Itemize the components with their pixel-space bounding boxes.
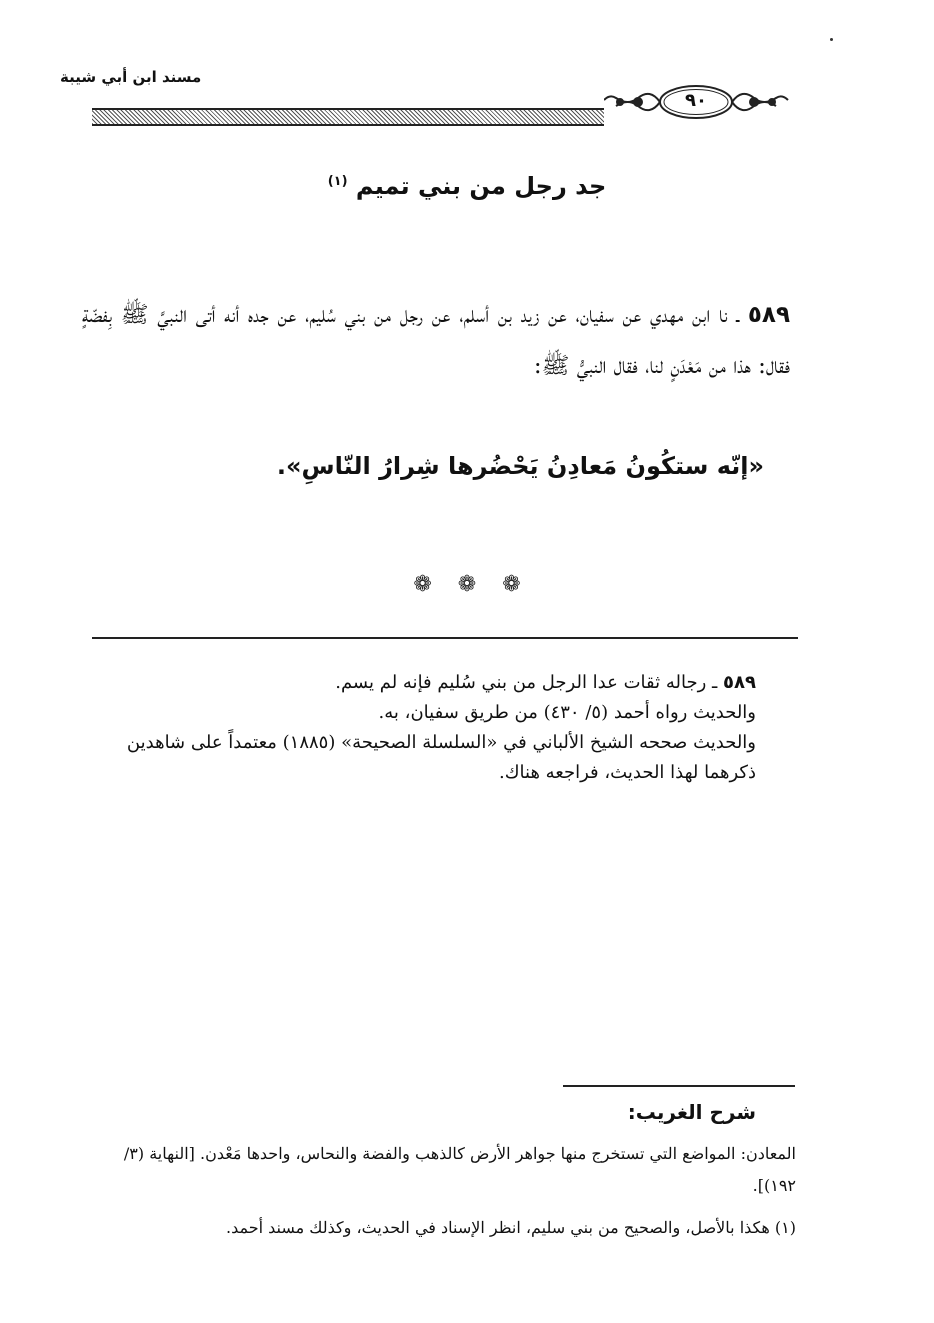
commentary-line-1 xyxy=(90,668,756,698)
page-number: ٩٠ xyxy=(685,90,707,111)
running-title: مسند ابن أبي شيبة xyxy=(60,68,202,86)
scan-speck xyxy=(830,38,833,41)
gharib-definition: المعادن: المواضع التي تستخرج منها جواهر الأرض كالذهب والفضة والنحاس، واحدها مَعْدن. [النهاية (٣/ ١٩٢)]. xyxy=(123,1144,796,1195)
gharib-rule xyxy=(563,1085,795,1087)
commentary-line-1-text: ـ رجاله ثقات عدا الرجل من بني سُليم فإنه لم يسم. xyxy=(335,672,724,693)
commentary-line-2: والحديث رواه أحمد (٥/ ٤٣٠) من طريق سفيان، به. xyxy=(378,702,756,723)
header-rule xyxy=(92,108,604,126)
gharib-heading: شرح الغريب: xyxy=(627,1100,756,1124)
chapter-title xyxy=(200,172,734,200)
section-separator xyxy=(367,572,567,598)
footnote-1: (١) هكذا بالأصل، والصحيح من بني سليم، انظر الإسناد في الحديث، وكذلك مسند أحمد. xyxy=(225,1218,796,1237)
flower-ornament: ❁ xyxy=(457,572,477,597)
hadith-quote: «إنّه ستكُونُ مَعادِنُ يَحْضُرها شِرارُ النّاسِ». xyxy=(276,452,764,480)
commentary xyxy=(90,668,756,788)
commentary-line-3: والحديث صححه الشيخ الألباني في «السلسلة الصحيحة» (١٨٨٥) معتمداً على شاهدين ذكرهما لهذا الحديث، فراجعه هناك. xyxy=(126,732,756,783)
flower-ornament: ❁ xyxy=(413,572,432,597)
commentary-rule xyxy=(92,637,798,639)
chapter-title-text: جد رجل من بني تميم xyxy=(355,172,607,200)
hadith-number: ٥٨٩ xyxy=(747,302,790,328)
commentary-number: ٥٨٩ xyxy=(723,672,756,693)
hadith-body: ـ نا ابن مهدي عن سفيان، عن زيد بن أسلم، عن رجل من بني سُليم، عن جده أنه أتى النبيَّ ﷺ بِفضّةٍ فقال: هذا من مَعْدَنٍ لنا، فقال النبيُّ ﷺ: xyxy=(82,302,790,379)
hadith-text xyxy=(82,290,790,392)
gharib-text xyxy=(84,1138,796,1202)
flower-ornament: ❁ xyxy=(502,572,521,597)
chapter-footnote-mark: (١) xyxy=(327,174,348,189)
